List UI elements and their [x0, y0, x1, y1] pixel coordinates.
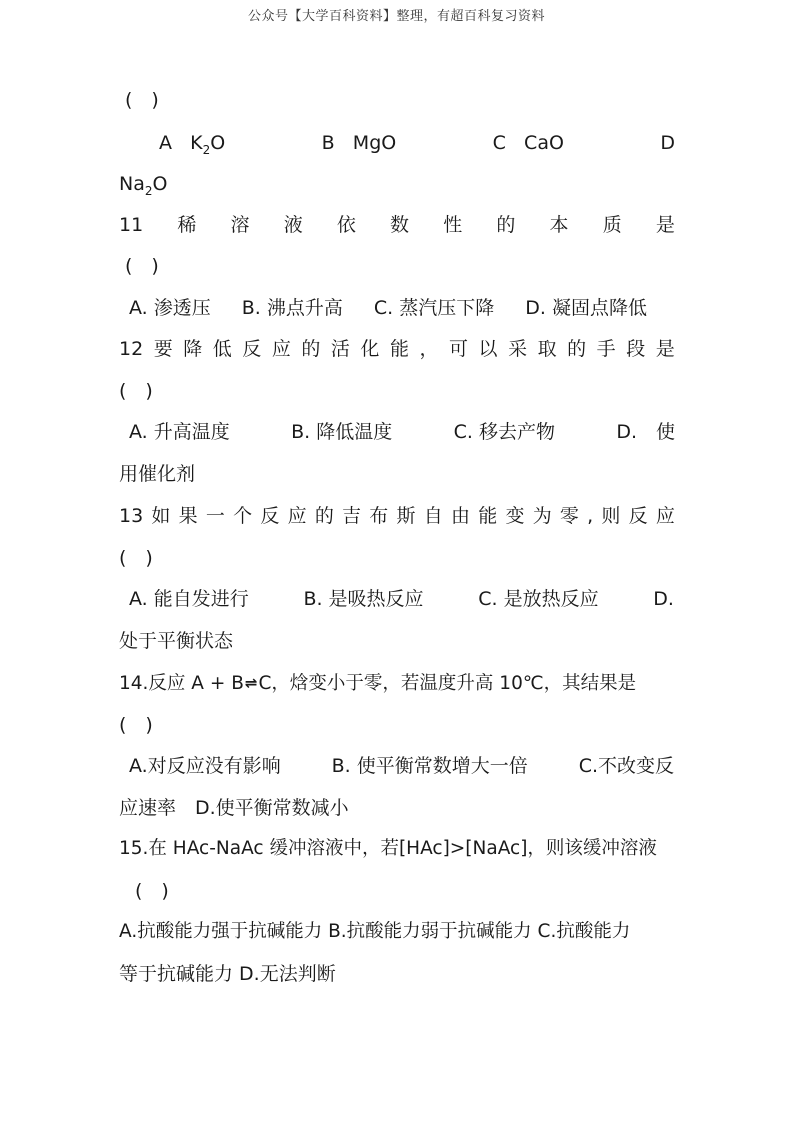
q12-option-a: A. 升高温度: [129, 421, 230, 443]
q14-options: [129, 754, 674, 778]
q13-option-b: B. 是吸热反应: [303, 588, 424, 610]
q12-option-d: D. 使: [616, 421, 675, 443]
q13-option-d: D.: [653, 588, 674, 610]
q10-option-d-text: $Na_2O$: [119, 173, 168, 198]
q12-question: 12 要 降 低 反 应 的 活 化 能 ， 可 以 采 取 的 手 段 是: [119, 338, 675, 360]
q10-option-a: A $K_2O$: [159, 132, 226, 157]
q15-question: 15.在 HAc-NaAc 缓冲溶液中，若[HAc]>[NaAc]，则该缓冲溶液: [119, 838, 657, 859]
q13-continuation: 处于平衡状态: [119, 630, 234, 652]
q11-paren: ( ): [125, 255, 159, 277]
q14-question: 14.反应 A + B⇌C，焓变小于零，若温度升高 10℃，其结果是: [119, 673, 637, 694]
q11-number: 11: [119, 214, 144, 236]
q10-option-b: B MgO: [321, 132, 397, 154]
q11-option-a: A. 渗透压: [129, 297, 211, 319]
q10-paren: ( ): [125, 89, 159, 111]
q14-paren: ( ): [119, 714, 153, 736]
page-header: 公众号【大学百科资料】整理，有超百科复习资料: [247, 9, 545, 24]
q13-options: [129, 587, 674, 611]
q15-paren: ( ): [135, 880, 169, 902]
q11-options: [129, 296, 647, 320]
q11-option-c: C. 蒸汽压下降: [373, 297, 495, 319]
q13-option-a: A. 能自发进行: [129, 588, 249, 610]
q14-option-b: B. 使平衡常数增大一倍: [331, 755, 528, 777]
q15-options: A.抗酸能力强于抗碱能力 B.抗酸能力弱于抗碱能力 C.抗酸能力: [119, 921, 631, 942]
q12-number: 12: [119, 338, 144, 360]
q14-option-c: C.不改变反: [578, 755, 674, 777]
q13-paren: ( ): [119, 547, 153, 569]
q15-continuation: 等于抗碱能力 D.无法判断: [119, 963, 336, 985]
q13-question: 13 如 果 一 个 反 应 的 吉 布 斯 自 由 能 变 为 零 , 则 反 应: [119, 505, 675, 527]
q11-option-b: B. 沸点升高: [241, 297, 343, 319]
q12-option-c: C. 移去产物: [453, 421, 555, 443]
q12-paren: ( ): [119, 380, 153, 402]
q10-option-d-letter: D: [660, 132, 675, 154]
q12-options: [129, 420, 675, 444]
q12-continuation: 用催化剂: [119, 463, 196, 485]
q10-options: [159, 131, 675, 155]
q14-continuation: 应速率 D.使平衡常数减小: [119, 797, 349, 819]
q11-question: 11 稀 溶 液 依 数 性 的 本 质 是: [119, 214, 675, 236]
q10-option-c: C CaO: [492, 132, 564, 154]
equilibrium-arrow-icon: ⇌: [244, 674, 258, 692]
q13-number: 13: [119, 505, 144, 527]
q13-option-c: C. 是放热反应: [478, 588, 599, 610]
q14-option-a: A.对反应没有影响: [129, 755, 281, 777]
q12-option-b: B. 降低温度: [291, 421, 393, 443]
q11-option-d: D. 凝固点降低: [525, 297, 647, 319]
